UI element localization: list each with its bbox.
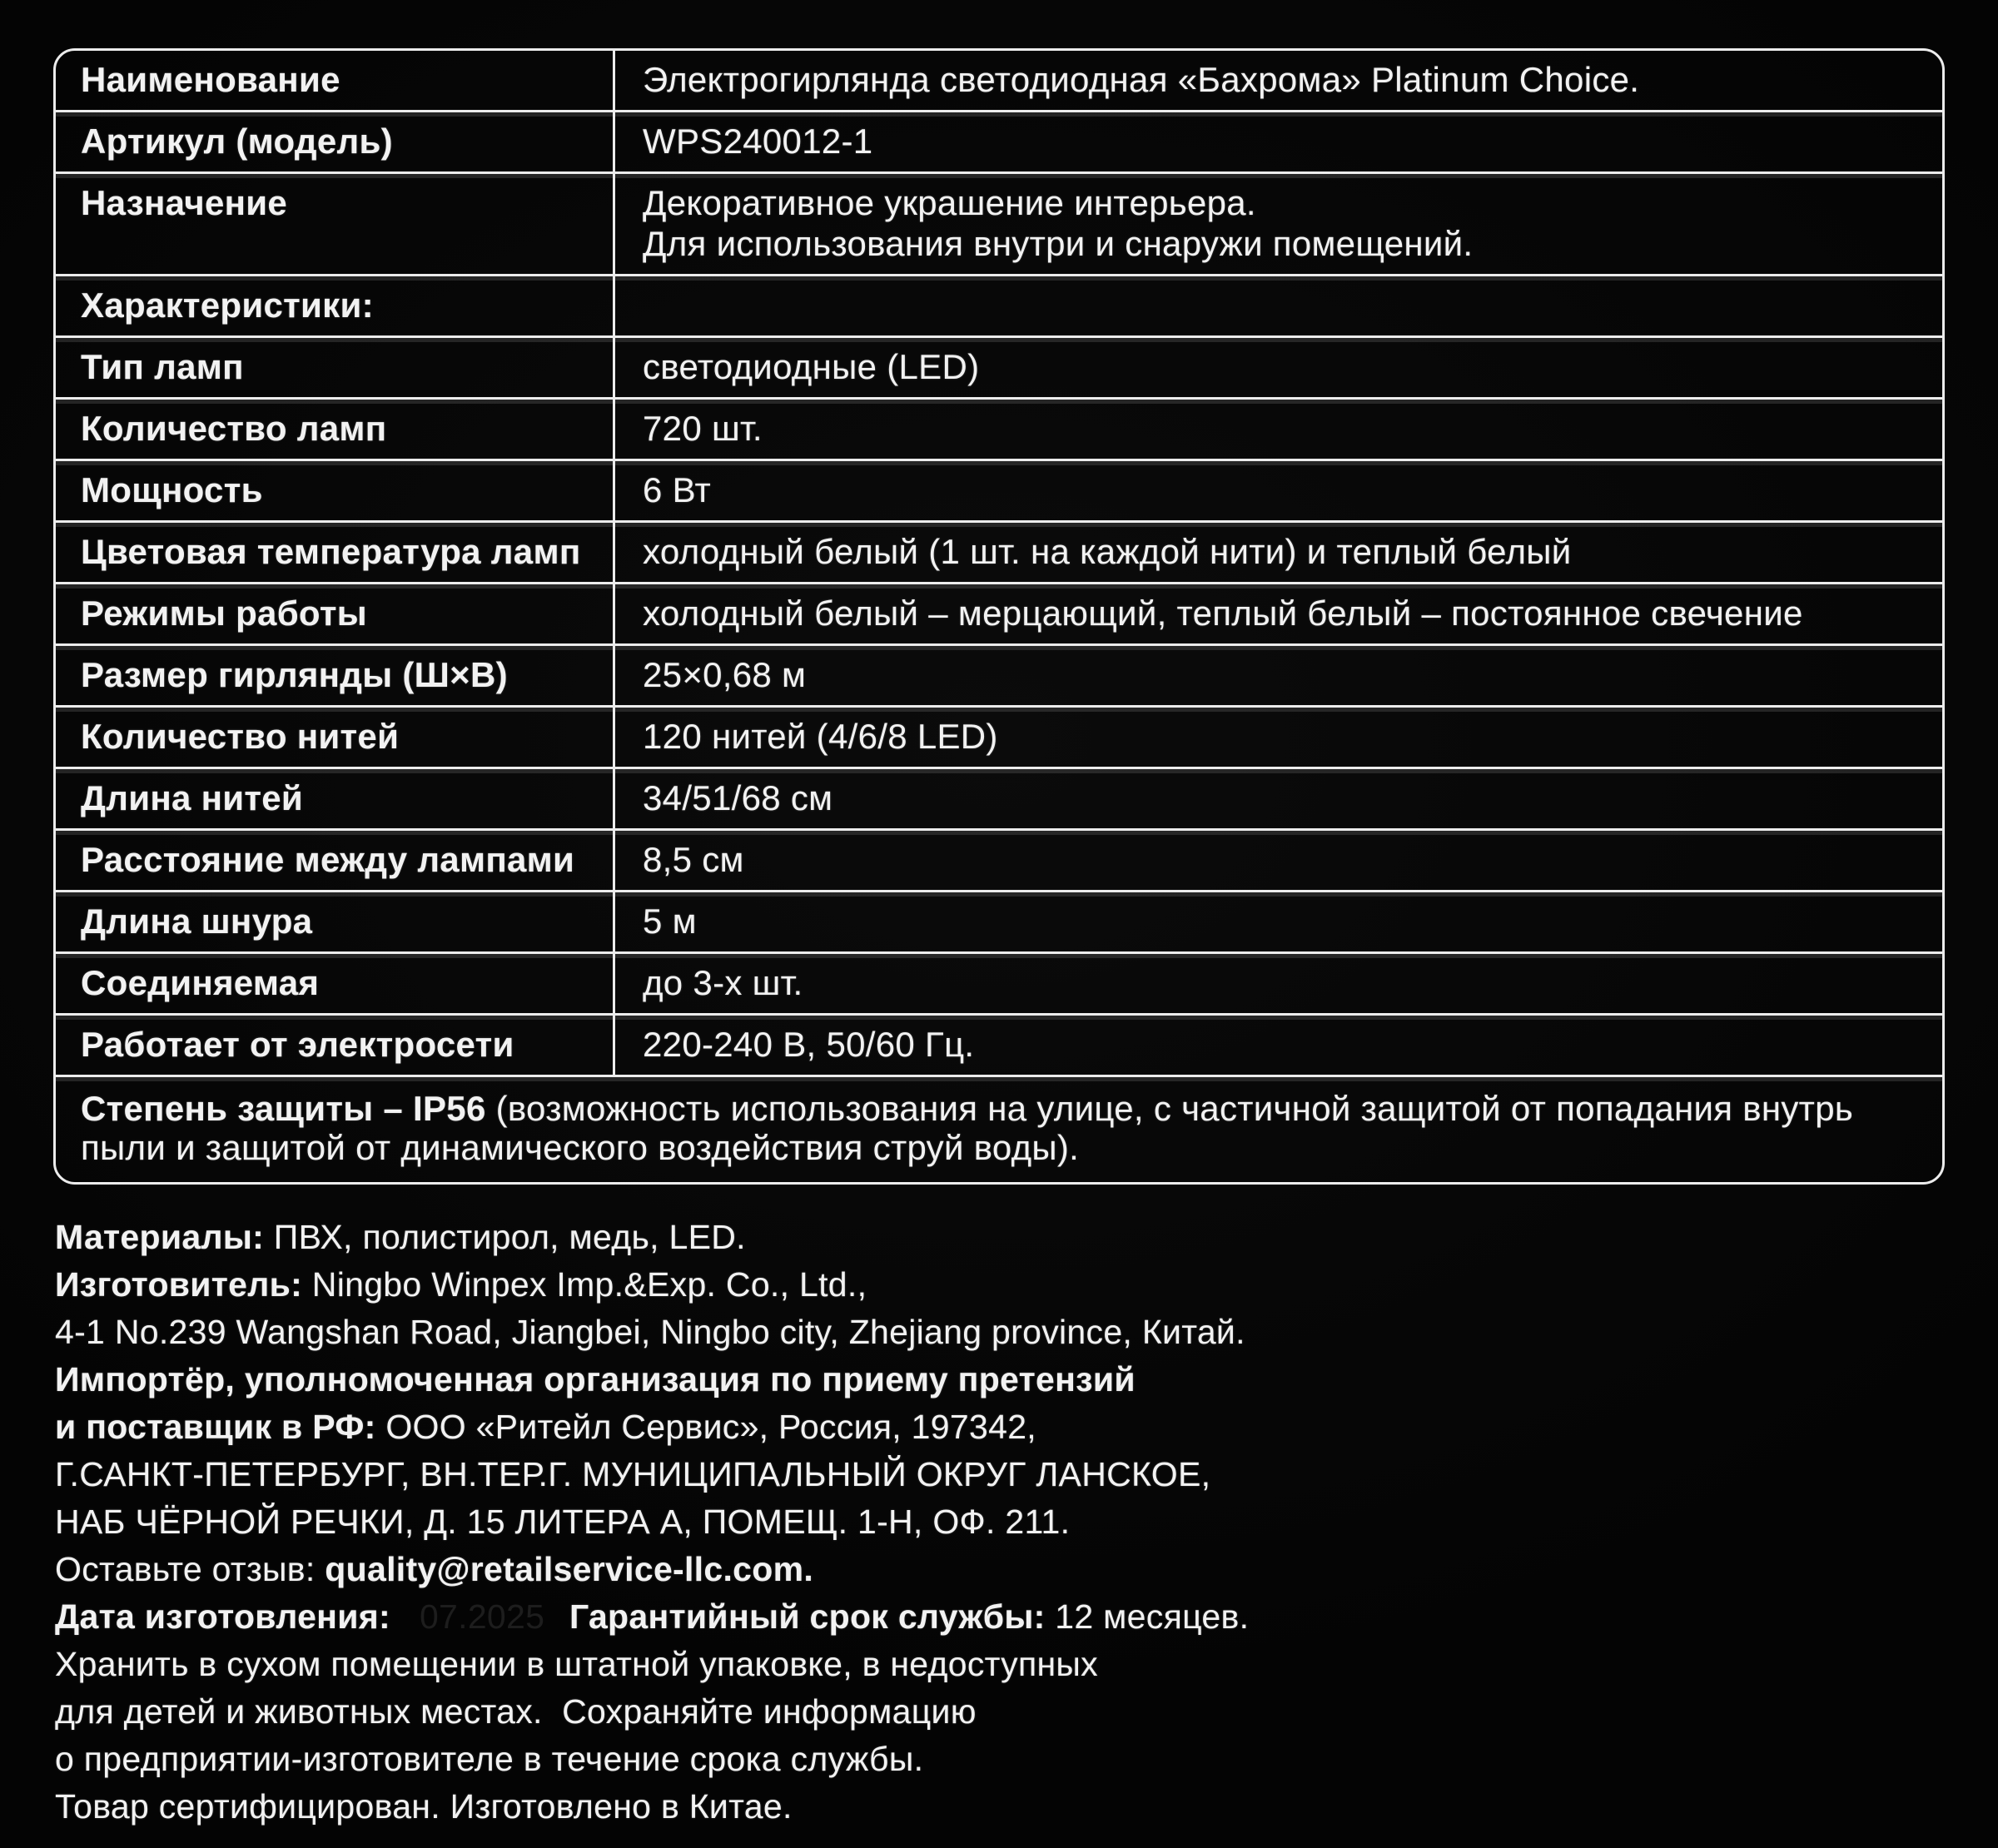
spec-row-value-line1: 5 м bbox=[643, 902, 697, 941]
spec-row-label-text: Наименование bbox=[81, 60, 340, 99]
spec-table-row bbox=[56, 1016, 1942, 1077]
spec-row-label bbox=[56, 338, 615, 397]
spec-table-row bbox=[56, 276, 1942, 338]
certification-line bbox=[55, 1783, 1953, 1831]
spec-table-row bbox=[56, 646, 1942, 708]
spec-table-row bbox=[56, 461, 1942, 523]
spec-row-value-line1: до 3-х шт. bbox=[643, 963, 803, 1002]
manufacturer-label: Изготовитель: bbox=[55, 1265, 303, 1304]
protection-rest-text: (возможность использования на улице, с частичной защитой от попадания внутрь пыли и защитой от динамического воздействия струй воды). bbox=[81, 1089, 1854, 1167]
importer-address-line-1 bbox=[55, 1451, 1953, 1498]
spec-row-label-text: Режимы работы bbox=[81, 594, 367, 633]
protection-bold-text: Степень защиты – IP56 bbox=[81, 1089, 496, 1128]
spec-row-label bbox=[56, 769, 615, 828]
warranty-label: Гарантийный срок службы: bbox=[569, 1597, 1046, 1636]
info-block bbox=[55, 1214, 1953, 1831]
spec-row-value bbox=[615, 400, 1942, 459]
spec-row-value bbox=[615, 892, 1942, 951]
spec-row-value bbox=[615, 584, 1942, 643]
materials-label: Материалы: bbox=[55, 1218, 265, 1256]
manufacture-date-stamp: 07.2025 bbox=[419, 1597, 545, 1636]
spec-row-value bbox=[615, 174, 1942, 274]
spec-row-value-line1: холодный белый – мерцающий, теплый белый – постоянное свечение bbox=[643, 594, 1803, 633]
manufacturer-address-text: 4-1 No.239 Wangshan Road, Jiangbei, Ningbo city, Zhejiang province, Китай. bbox=[55, 1313, 1245, 1351]
spec-table-row bbox=[56, 523, 1942, 584]
feedback-email: quality@retailservice-llc.com. bbox=[325, 1550, 814, 1588]
spec-table-row bbox=[56, 892, 1942, 954]
spec-row-value bbox=[615, 708, 1942, 767]
spec-row-label bbox=[56, 708, 615, 767]
warranty-value: 12 месяцев. bbox=[1045, 1597, 1250, 1636]
spec-row-value-line1: 720 шт. bbox=[643, 409, 763, 448]
spec-row-label bbox=[56, 174, 615, 274]
spec-table-row bbox=[56, 954, 1942, 1016]
spec-table-row bbox=[56, 584, 1942, 646]
spec-row-value bbox=[615, 338, 1942, 397]
spec-row-value-line1: Декоративное украшение интерьера. bbox=[643, 183, 1256, 222]
spec-table-row bbox=[56, 400, 1942, 461]
spec-table-row bbox=[56, 174, 1942, 276]
spec-row-label-text: Характеристики: bbox=[81, 286, 374, 325]
importer-label-2: и поставщик в РФ: bbox=[55, 1408, 376, 1446]
spec-row-label-text: Соединяемая bbox=[81, 963, 320, 1002]
storage-text-2: для детей и животных местах. Сохраняйте информацию bbox=[55, 1692, 977, 1731]
spec-row-label bbox=[56, 1016, 615, 1075]
spec-row-label-text: Тип ламп bbox=[81, 347, 244, 386]
feedback-label: Оставьте отзыв: bbox=[55, 1550, 326, 1588]
spec-row-label bbox=[56, 276, 615, 335]
dates-line bbox=[55, 1593, 1953, 1641]
storage-text-3: о предприятии-изготовителе в течение срока службы. bbox=[55, 1740, 924, 1778]
spec-row-value-line1: 25×0,68 м bbox=[643, 655, 807, 694]
spec-row-label-text: Расстояние между лампами bbox=[81, 840, 575, 879]
spec-row-value bbox=[615, 1016, 1942, 1075]
spec-table bbox=[53, 48, 1945, 1185]
storage-text-1: Хранить в сухом помещении в штатной упаковке, в недоступных bbox=[55, 1645, 1098, 1683]
importer-address-line-2 bbox=[55, 1498, 1953, 1546]
spec-row-value-line1: Электрогирлянда светодиодная «Бахрома» Platinum Choice. bbox=[643, 60, 1640, 99]
spec-row-label bbox=[56, 461, 615, 520]
spec-row-value-line2: Для использования внутри и снаружи помещений. bbox=[643, 224, 1474, 263]
spec-row-value-line1: 120 нитей (4/6/8 LED) bbox=[643, 717, 998, 756]
spec-row-label bbox=[56, 51, 615, 110]
importer-address-text-1: Г.САНКТ-ПЕТЕРБУРГ, ВН.ТЕР.Г. МУНИЦИПАЛЬНЫЙ ОКРУГ ЛАНСКОЕ, bbox=[55, 1455, 1211, 1493]
spec-row-value bbox=[615, 769, 1942, 828]
feedback-line bbox=[55, 1546, 1953, 1593]
spec-row-value bbox=[615, 831, 1942, 890]
importer-line-1 bbox=[55, 1356, 1953, 1403]
spec-row-value bbox=[615, 51, 1942, 110]
spec-row-label-text: Артикул (модель) bbox=[81, 122, 393, 161]
manufacture-date-label: Дата изготовления: bbox=[55, 1597, 390, 1636]
spec-row-value bbox=[615, 276, 1942, 335]
spec-row-label-text: Длина нитей bbox=[81, 778, 304, 817]
importer-line-2 bbox=[55, 1403, 1953, 1451]
manufacturer-address-line bbox=[55, 1309, 1953, 1356]
spec-table-row bbox=[56, 769, 1942, 831]
materials-value: ПВХ, полистирол, медь, LED. bbox=[264, 1218, 746, 1256]
spec-row-label-text: Количество ламп bbox=[81, 409, 387, 448]
spec-row-label-text: Мощность bbox=[81, 470, 263, 509]
spec-row-value bbox=[615, 523, 1942, 582]
storage-line-1 bbox=[55, 1641, 1953, 1688]
storage-line-2 bbox=[55, 1688, 1953, 1736]
protection-row bbox=[56, 1077, 1942, 1182]
spec-row-label bbox=[56, 954, 615, 1013]
spec-row-label-text: Работает от электросети bbox=[81, 1025, 514, 1064]
importer-value: ООО «Ритейл Сервис», Россия, 197342, bbox=[375, 1408, 1036, 1446]
importer-label-1: Импортёр, уполномоченная организация по приему претензий bbox=[55, 1360, 1136, 1398]
spec-row-value-line1: WPS240012-1 bbox=[643, 122, 873, 161]
spec-row-value-line1: 220-240 В, 50/60 Гц. bbox=[643, 1025, 975, 1064]
spec-row-label bbox=[56, 400, 615, 459]
spec-row-label bbox=[56, 892, 615, 951]
spec-row-value-line1: 34/51/68 см bbox=[643, 778, 833, 817]
spec-row-label-text: Цветовая температура ламп bbox=[81, 532, 581, 571]
spec-row-label bbox=[56, 112, 615, 171]
certification-text: Товар сертифицирован. Изготовлено в Китае. bbox=[55, 1787, 793, 1826]
spec-row-value-line1: холодный белый (1 шт. на каждой нити) и теплый белый bbox=[643, 532, 1572, 571]
spec-row-value-line1: светодиодные (LED) bbox=[643, 347, 980, 386]
spec-row-label bbox=[56, 584, 615, 643]
spec-table-row bbox=[56, 831, 1942, 892]
storage-line-3 bbox=[55, 1736, 1953, 1783]
spec-row-value-line1: 8,5 см bbox=[643, 840, 744, 879]
manufacturer-line bbox=[55, 1261, 1953, 1309]
spec-row-value-line1: 6 Вт bbox=[643, 470, 712, 509]
spec-table-row bbox=[56, 112, 1942, 174]
spec-row-value bbox=[615, 112, 1942, 171]
spec-row-label-text: Количество нитей bbox=[81, 717, 400, 756]
spec-table-row bbox=[56, 51, 1942, 112]
spec-row-value bbox=[615, 461, 1942, 520]
spec-row-label bbox=[56, 523, 615, 582]
spec-row-label-text: Длина шнура bbox=[81, 902, 313, 941]
spec-row-value bbox=[615, 646, 1942, 705]
protection-cell bbox=[56, 1077, 1942, 1182]
spec-table-row bbox=[56, 338, 1942, 400]
spec-row-label-text: Размер гирлянды (Ш×В) bbox=[81, 655, 508, 694]
spec-table-row bbox=[56, 708, 1942, 769]
spec-row-label bbox=[56, 646, 615, 705]
materials-line bbox=[55, 1214, 1953, 1261]
importer-address-text-2: НАБ ЧЁРНОЙ РЕЧКИ, Д. 15 ЛИТЕРА А, ПОМЕЩ. 1-Н, ОФ. 211. bbox=[55, 1503, 1071, 1541]
spec-row-label-text: Назначение bbox=[81, 183, 288, 222]
spec-row-value bbox=[615, 954, 1942, 1013]
spec-row-label bbox=[56, 831, 615, 890]
manufacturer-value: Ningbo Winpex Imp.&Exp. Co., Ltd., bbox=[302, 1265, 867, 1304]
